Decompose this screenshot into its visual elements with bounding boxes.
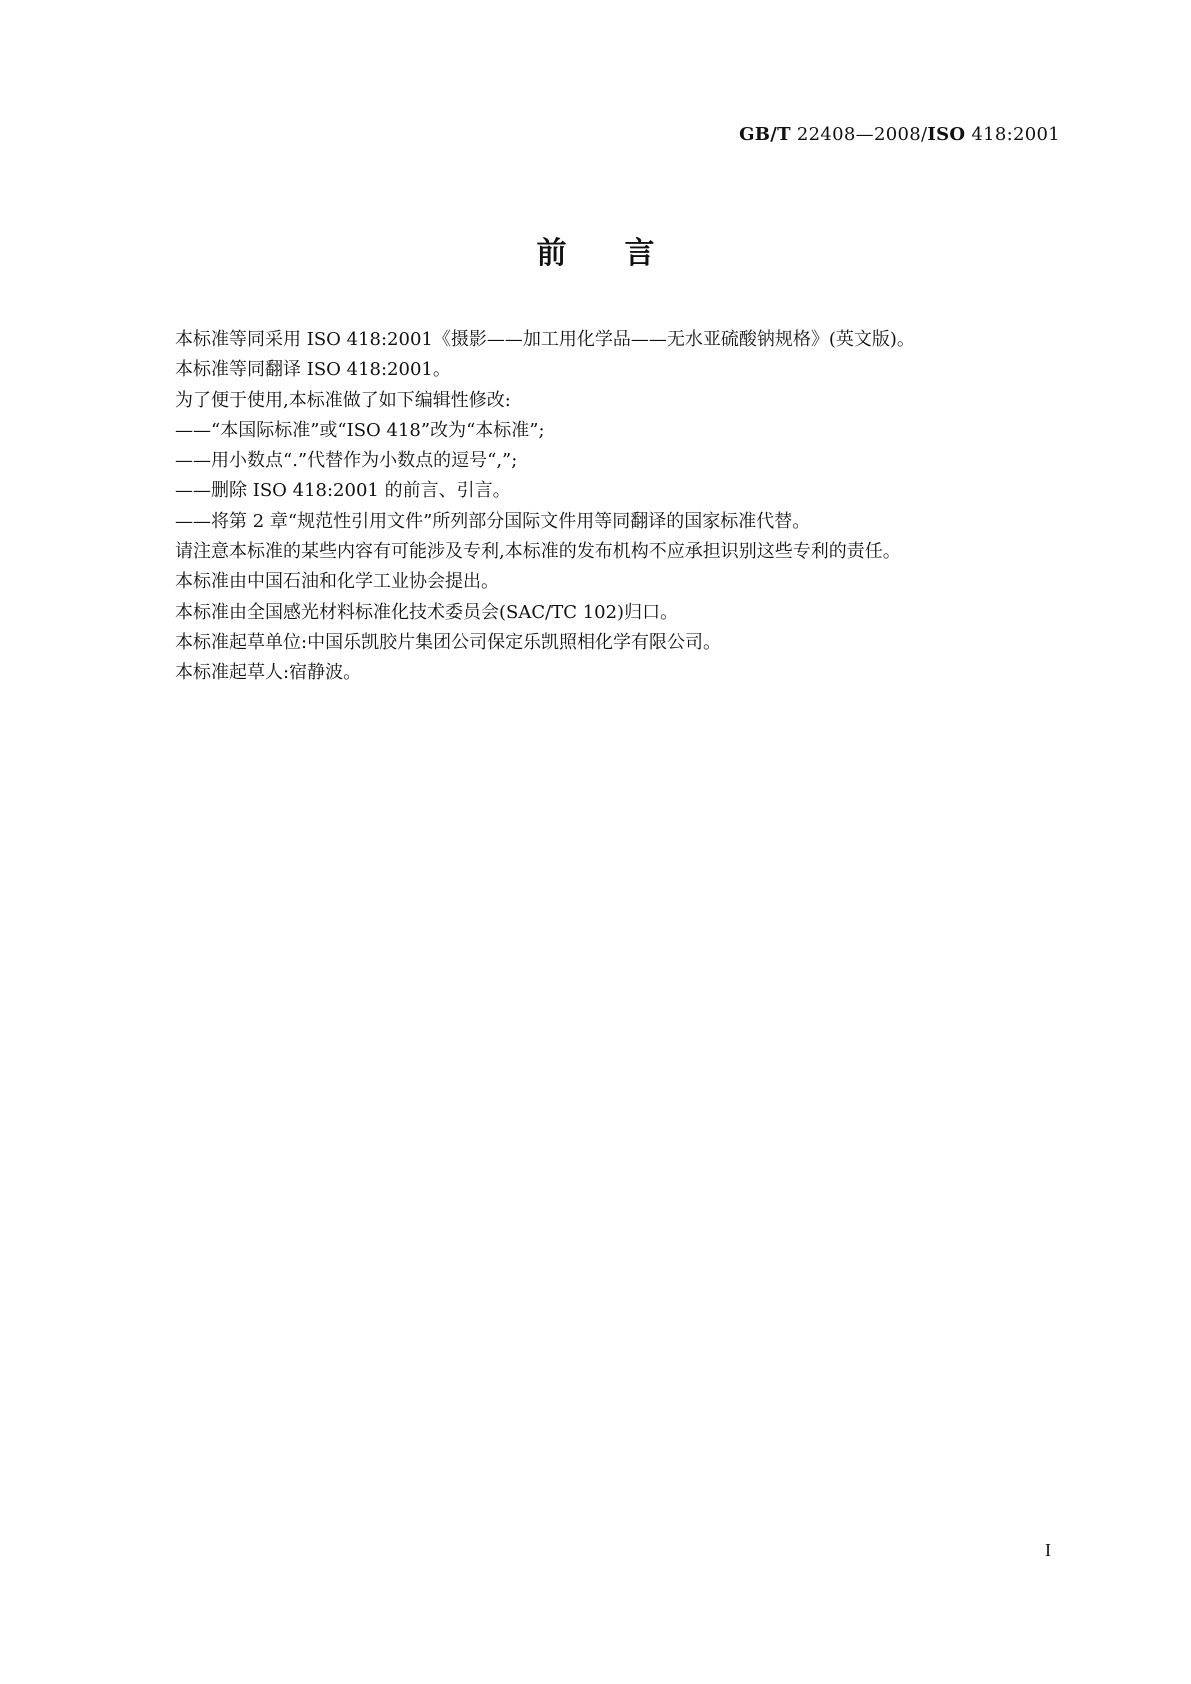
- list-item: ——“本国际标准”或“ISO 418”改为“本标准”;: [175, 419, 545, 441]
- paragraph-line: 本标准由全国感光材料标准化技术委员会(SAC/TC 102)归口。: [175, 601, 679, 623]
- document-header: [739, 124, 1060, 145]
- paragraph-line: 本标准起草单位:中国乐凯胶片集团公司保定乐凯照相化学有限公司。: [175, 631, 722, 653]
- iso-number: 418:2001: [965, 124, 1060, 145]
- paragraph-line: 本标准起草人:宿静波。: [175, 662, 362, 684]
- paragraph-line: 本标准由中国石油和化学工业协会提出。: [175, 571, 499, 593]
- list-item: ——将第 2 章“规范性引用文件”所列部分国际文件用等同翻译的国家标准代替。: [175, 510, 811, 532]
- paragraph-line: 本标准等同翻译 ISO 418:2001。: [175, 359, 451, 381]
- title-part-2: 言: [624, 236, 655, 271]
- iso-prefix: ISO: [927, 124, 966, 145]
- paragraph-line: 为了便于使用,本标准做了如下编辑性修改:: [175, 389, 511, 411]
- paragraph-line: 请注意本标准的某些内容有可能涉及专利,本标准的发布机构不应承担识别这些专利的责任。: [175, 541, 901, 563]
- foreword-body: [175, 325, 1055, 689]
- list-item: ——用小数点“.”代替作为小数点的逗号“,”;: [175, 450, 518, 472]
- paragraph-line: 本标准等同采用 ISO 418:2001《摄影——加工用化学品——无水亚硫酸钠规格》(英文版)。: [175, 329, 915, 350]
- gb-number: 22408—2008/: [790, 124, 928, 145]
- list-item: ——删除 ISO 418:2001 的前言、引言。: [175, 480, 511, 502]
- page-title: [0, 228, 1191, 272]
- gb-prefix: GB/T: [739, 124, 791, 145]
- title-part-1: 前: [536, 236, 567, 271]
- page-number: I: [1045, 1540, 1051, 1560]
